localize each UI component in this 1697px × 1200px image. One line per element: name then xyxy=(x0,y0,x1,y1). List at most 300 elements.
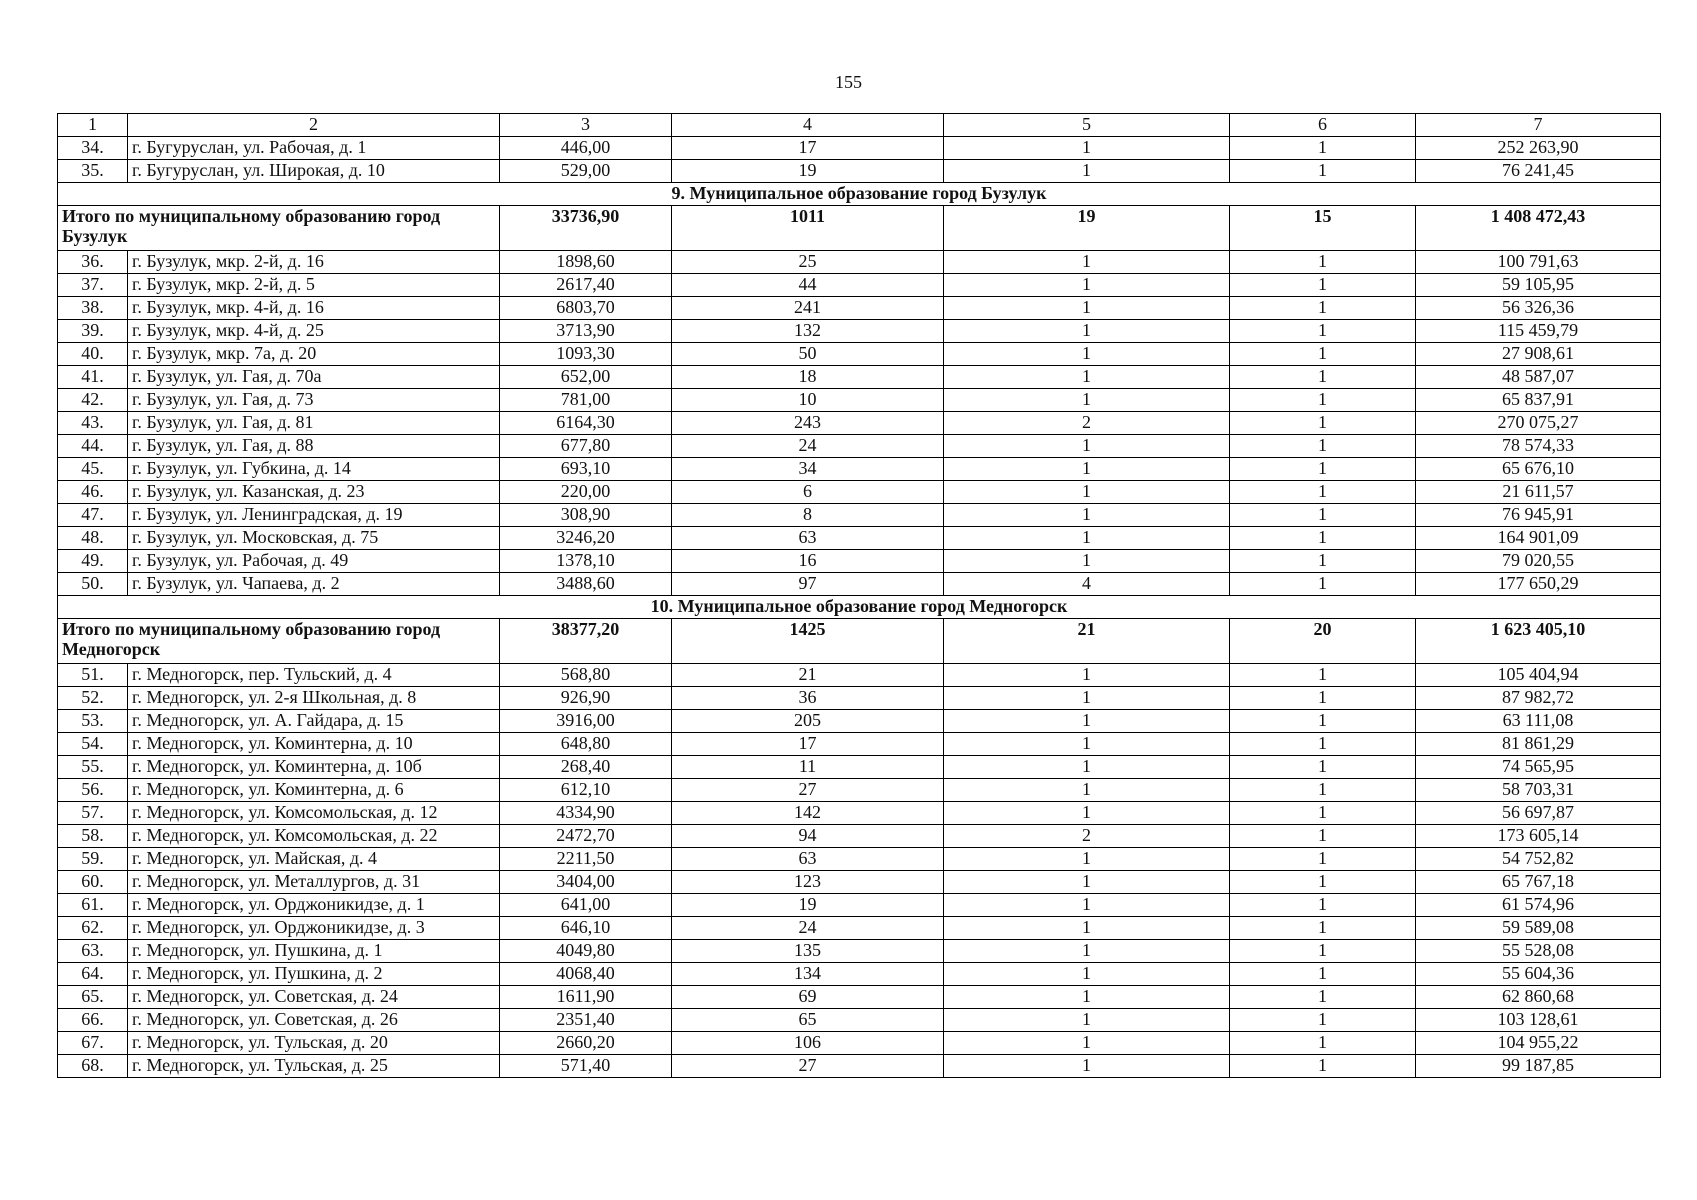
value-cell: 18 xyxy=(672,366,944,389)
value-cell: 1 xyxy=(1230,963,1416,986)
table-row xyxy=(58,848,1661,871)
value-cell: 1 xyxy=(1230,779,1416,802)
value-cell: 1 xyxy=(1230,160,1416,183)
value-cell: 36 xyxy=(672,687,944,710)
value-cell: 65 767,18 xyxy=(1416,871,1661,894)
value-cell: 646,10 xyxy=(500,917,672,940)
column-number-cell: 3 xyxy=(500,114,672,137)
value-cell: 65 676,10 xyxy=(1416,458,1661,481)
address-cell: г. Бузулук, мкр. 4-й, д. 16 xyxy=(128,297,500,320)
value-cell: 1 xyxy=(944,756,1230,779)
table-row xyxy=(58,435,1661,458)
value-cell: 63 xyxy=(672,848,944,871)
value-cell: 1 xyxy=(1230,687,1416,710)
section-title: 9. Муниципальное образование город Бузулук xyxy=(58,183,1661,206)
column-number-cell: 7 xyxy=(1416,114,1661,137)
value-cell: 2472,70 xyxy=(500,825,672,848)
table-row xyxy=(58,527,1661,550)
table-row xyxy=(58,458,1661,481)
value-cell: 1611,90 xyxy=(500,986,672,1009)
value-cell: 241 xyxy=(672,297,944,320)
row-number-cell: 60. xyxy=(58,871,128,894)
value-cell: 1 xyxy=(1230,986,1416,1009)
address-cell: г. Медногорск, ул. Майская, д. 4 xyxy=(128,848,500,871)
row-number-cell: 56. xyxy=(58,779,128,802)
value-cell: 648,80 xyxy=(500,733,672,756)
value-cell: 63 xyxy=(672,527,944,550)
value-cell: 24 xyxy=(672,917,944,940)
table-row xyxy=(58,779,1661,802)
value-cell: 1 xyxy=(944,366,1230,389)
value-cell: 76 945,91 xyxy=(1416,504,1661,527)
value-cell: 74 565,95 xyxy=(1416,756,1661,779)
value-cell: 1 xyxy=(944,940,1230,963)
value-cell: 1 xyxy=(944,687,1230,710)
value-cell: 99 187,85 xyxy=(1416,1055,1661,1078)
row-number-cell: 38. xyxy=(58,297,128,320)
value-cell: 1 xyxy=(944,274,1230,297)
subtotal-value: 1425 xyxy=(672,619,944,664)
address-cell: г. Медногорск, ул. Пушкина, д. 2 xyxy=(128,963,500,986)
value-cell: 65 837,91 xyxy=(1416,389,1661,412)
address-cell: г. Медногорск, ул. Комсомольская, д. 22 xyxy=(128,825,500,848)
value-cell: 97 xyxy=(672,573,944,596)
value-cell: 59 105,95 xyxy=(1416,274,1661,297)
value-cell: 2 xyxy=(944,412,1230,435)
value-cell: 1 xyxy=(1230,412,1416,435)
subtotal-value: 15 xyxy=(1230,206,1416,251)
table-row xyxy=(58,802,1661,825)
value-cell: 3246,20 xyxy=(500,527,672,550)
row-number-cell: 53. xyxy=(58,710,128,733)
value-cell: 27 xyxy=(672,779,944,802)
value-cell: 1 xyxy=(944,435,1230,458)
value-cell: 1 xyxy=(1230,297,1416,320)
row-number-cell: 63. xyxy=(58,940,128,963)
value-cell: 25 xyxy=(672,251,944,274)
value-cell: 308,90 xyxy=(500,504,672,527)
value-cell: 1 xyxy=(1230,573,1416,596)
value-cell: 21 xyxy=(672,664,944,687)
value-cell: 123 xyxy=(672,871,944,894)
value-cell: 1 xyxy=(944,504,1230,527)
value-cell: 220,00 xyxy=(500,481,672,504)
address-cell: г. Медногорск, пер. Тульский, д. 4 xyxy=(128,664,500,687)
value-cell: 106 xyxy=(672,1032,944,1055)
value-cell: 8 xyxy=(672,504,944,527)
value-cell: 44 xyxy=(672,274,944,297)
value-cell: 1 xyxy=(944,1009,1230,1032)
value-cell: 1 xyxy=(944,550,1230,573)
address-cell: г. Медногорск, ул. Орджоникидзе, д. 3 xyxy=(128,917,500,940)
address-cell: г. Медногорск, ул. 2-я Школьная, д. 8 xyxy=(128,687,500,710)
value-cell: 1 xyxy=(1230,274,1416,297)
value-cell: 134 xyxy=(672,963,944,986)
value-cell: 1 xyxy=(1230,137,1416,160)
value-cell: 1 xyxy=(1230,733,1416,756)
row-number-cell: 58. xyxy=(58,825,128,848)
section-title: 10. Муниципальное образование город Медногорск xyxy=(58,596,1661,619)
row-number-cell: 51. xyxy=(58,664,128,687)
table-row xyxy=(58,412,1661,435)
value-cell: 103 128,61 xyxy=(1416,1009,1661,1032)
column-number-cell: 1 xyxy=(58,114,128,137)
table-row xyxy=(58,756,1661,779)
value-cell: 1 xyxy=(1230,481,1416,504)
value-cell: 641,00 xyxy=(500,894,672,917)
value-cell: 11 xyxy=(672,756,944,779)
row-number-cell: 41. xyxy=(58,366,128,389)
address-cell: г. Бугуруслан, ул. Рабочая, д. 1 xyxy=(128,137,500,160)
row-number-cell: 54. xyxy=(58,733,128,756)
table-row xyxy=(58,389,1661,412)
value-cell: 1093,30 xyxy=(500,343,672,366)
value-cell: 2 xyxy=(944,825,1230,848)
address-cell: г. Медногорск, ул. Коминтерна, д. 10 xyxy=(128,733,500,756)
value-cell: 1 xyxy=(944,320,1230,343)
table-row xyxy=(58,733,1661,756)
value-cell: 104 955,22 xyxy=(1416,1032,1661,1055)
row-number-cell: 55. xyxy=(58,756,128,779)
value-cell: 27 xyxy=(672,1055,944,1078)
value-cell: 1 xyxy=(944,894,1230,917)
value-cell: 1 xyxy=(1230,1009,1416,1032)
value-cell: 926,90 xyxy=(500,687,672,710)
value-cell: 1 xyxy=(944,963,1230,986)
table-row xyxy=(58,687,1661,710)
value-cell: 65 xyxy=(672,1009,944,1032)
address-cell: г. Бузулук, мкр. 4-й, д. 25 xyxy=(128,320,500,343)
address-cell: г. Медногорск, ул. Комсомольская, д. 12 xyxy=(128,802,500,825)
row-number-cell: 34. xyxy=(58,137,128,160)
value-cell: 69 xyxy=(672,986,944,1009)
row-number-cell: 37. xyxy=(58,274,128,297)
value-cell: 2351,40 xyxy=(500,1009,672,1032)
table-row xyxy=(58,710,1661,733)
data-table xyxy=(57,113,1661,1078)
address-cell: г. Медногорск, ул. Коминтерна, д. 10б xyxy=(128,756,500,779)
address-cell: г. Медногорск, ул. Пушкина, д. 1 xyxy=(128,940,500,963)
address-cell: г. Бузулук, ул. Рабочая, д. 49 xyxy=(128,550,500,573)
value-cell: 1 xyxy=(944,160,1230,183)
table-row xyxy=(58,1009,1661,1032)
value-cell: 142 xyxy=(672,802,944,825)
value-cell: 1 xyxy=(1230,458,1416,481)
row-number-cell: 49. xyxy=(58,550,128,573)
subtotal-row xyxy=(58,206,1661,251)
value-cell: 100 791,63 xyxy=(1416,251,1661,274)
value-cell: 1 xyxy=(944,343,1230,366)
subtotal-value: 1 408 472,43 xyxy=(1416,206,1661,251)
row-number-cell: 61. xyxy=(58,894,128,917)
address-cell: г. Бузулук, ул. Гая, д. 88 xyxy=(128,435,500,458)
row-number-cell: 65. xyxy=(58,986,128,1009)
value-cell: 16 xyxy=(672,550,944,573)
value-cell: 612,10 xyxy=(500,779,672,802)
value-cell: 2617,40 xyxy=(500,274,672,297)
value-cell: 21 611,57 xyxy=(1416,481,1661,504)
table-row xyxy=(58,343,1661,366)
value-cell: 1 xyxy=(1230,871,1416,894)
row-number-cell: 66. xyxy=(58,1009,128,1032)
table-row xyxy=(58,1032,1661,1055)
value-cell: 1 xyxy=(1230,389,1416,412)
address-cell: г. Медногорск, ул. Советская, д. 26 xyxy=(128,1009,500,1032)
row-number-cell: 35. xyxy=(58,160,128,183)
table-row xyxy=(58,963,1661,986)
row-number-cell: 42. xyxy=(58,389,128,412)
address-cell: г. Бузулук, ул. Чапаева, д. 2 xyxy=(128,573,500,596)
subtotal-row xyxy=(58,619,1661,664)
address-cell: г. Бузулук, ул. Ленинградская, д. 19 xyxy=(128,504,500,527)
value-cell: 58 703,31 xyxy=(1416,779,1661,802)
value-cell: 61 574,96 xyxy=(1416,894,1661,917)
value-cell: 1 xyxy=(1230,527,1416,550)
value-cell: 81 861,29 xyxy=(1416,733,1661,756)
row-number-cell: 43. xyxy=(58,412,128,435)
address-cell: г. Бузулук, мкр. 2-й, д. 5 xyxy=(128,274,500,297)
subtotal-value: 1 623 405,10 xyxy=(1416,619,1661,664)
column-number-cell: 5 xyxy=(944,114,1230,137)
value-cell: 652,00 xyxy=(500,366,672,389)
value-cell: 270 075,27 xyxy=(1416,412,1661,435)
address-cell: г. Медногорск, ул. Советская, д. 24 xyxy=(128,986,500,1009)
value-cell: 17 xyxy=(672,733,944,756)
value-cell: 135 xyxy=(672,940,944,963)
table-row xyxy=(58,251,1661,274)
column-number-cell: 6 xyxy=(1230,114,1416,137)
value-cell: 1 xyxy=(944,871,1230,894)
row-number-cell: 57. xyxy=(58,802,128,825)
value-cell: 3488,60 xyxy=(500,573,672,596)
value-cell: 105 404,94 xyxy=(1416,664,1661,687)
value-cell: 1 xyxy=(1230,917,1416,940)
row-number-cell: 67. xyxy=(58,1032,128,1055)
value-cell: 19 xyxy=(672,160,944,183)
subtotal-label: Итого по муниципальному образованию город Медногорск xyxy=(58,619,500,664)
value-cell: 1 xyxy=(944,1032,1230,1055)
value-cell: 1 xyxy=(944,251,1230,274)
subtotal-value: 21 xyxy=(944,619,1230,664)
table-row xyxy=(58,573,1661,596)
table-row xyxy=(58,1055,1661,1078)
table-body xyxy=(58,114,1661,1078)
value-cell: 94 xyxy=(672,825,944,848)
table-row xyxy=(58,160,1661,183)
subtotal-value: 1011 xyxy=(672,206,944,251)
row-number-cell: 50. xyxy=(58,573,128,596)
value-cell: 243 xyxy=(672,412,944,435)
value-cell: 62 860,68 xyxy=(1416,986,1661,1009)
value-cell: 781,00 xyxy=(500,389,672,412)
address-cell: г. Бузулук, ул. Московская, д. 75 xyxy=(128,527,500,550)
value-cell: 55 604,36 xyxy=(1416,963,1661,986)
value-cell: 1 xyxy=(944,137,1230,160)
address-cell: г. Бузулук, ул. Гая, д. 73 xyxy=(128,389,500,412)
value-cell: 115 459,79 xyxy=(1416,320,1661,343)
value-cell: 87 982,72 xyxy=(1416,687,1661,710)
value-cell: 76 241,45 xyxy=(1416,160,1661,183)
address-cell: г. Медногорск, ул. Металлургов, д. 31 xyxy=(128,871,500,894)
value-cell: 1 xyxy=(1230,550,1416,573)
value-cell: 132 xyxy=(672,320,944,343)
row-number-cell: 64. xyxy=(58,963,128,986)
subtotal-value: 20 xyxy=(1230,619,1416,664)
value-cell: 63 111,08 xyxy=(1416,710,1661,733)
value-cell: 34 xyxy=(672,458,944,481)
table-row xyxy=(58,550,1661,573)
row-number-cell: 62. xyxy=(58,917,128,940)
value-cell: 1 xyxy=(1230,940,1416,963)
section-heading-row xyxy=(58,183,1661,206)
value-cell: 1 xyxy=(944,458,1230,481)
value-cell: 1 xyxy=(1230,664,1416,687)
value-cell: 4068,40 xyxy=(500,963,672,986)
value-cell: 1 xyxy=(1230,1055,1416,1078)
table-row xyxy=(58,871,1661,894)
value-cell: 205 xyxy=(672,710,944,733)
value-cell: 56 326,36 xyxy=(1416,297,1661,320)
value-cell: 19 xyxy=(672,894,944,917)
subtotal-value: 38377,20 xyxy=(500,619,672,664)
value-cell: 1 xyxy=(944,527,1230,550)
table-row xyxy=(58,320,1661,343)
table-row xyxy=(58,894,1661,917)
value-cell: 1 xyxy=(1230,825,1416,848)
value-cell: 1 xyxy=(944,779,1230,802)
value-cell: 48 587,07 xyxy=(1416,366,1661,389)
address-cell: г. Медногорск, ул. Орджоникидзе, д. 1 xyxy=(128,894,500,917)
value-cell: 164 901,09 xyxy=(1416,527,1661,550)
value-cell: 1 xyxy=(944,1055,1230,1078)
value-cell: 268,40 xyxy=(500,756,672,779)
value-cell: 446,00 xyxy=(500,137,672,160)
row-number-cell: 52. xyxy=(58,687,128,710)
value-cell: 4334,90 xyxy=(500,802,672,825)
address-cell: г. Медногорск, ул. Тульская, д. 25 xyxy=(128,1055,500,1078)
value-cell: 1378,10 xyxy=(500,550,672,573)
value-cell: 2211,50 xyxy=(500,848,672,871)
section-heading-row xyxy=(58,596,1661,619)
value-cell: 677,80 xyxy=(500,435,672,458)
value-cell: 27 908,61 xyxy=(1416,343,1661,366)
row-number-cell: 46. xyxy=(58,481,128,504)
value-cell: 1 xyxy=(1230,366,1416,389)
table-row xyxy=(58,481,1661,504)
value-cell: 252 263,90 xyxy=(1416,137,1661,160)
value-cell: 6 xyxy=(672,481,944,504)
value-cell: 1 xyxy=(1230,320,1416,343)
value-cell: 56 697,87 xyxy=(1416,802,1661,825)
value-cell: 1 xyxy=(1230,251,1416,274)
value-cell: 1 xyxy=(944,389,1230,412)
row-number-cell: 48. xyxy=(58,527,128,550)
value-cell: 3713,90 xyxy=(500,320,672,343)
row-number-cell: 39. xyxy=(58,320,128,343)
value-cell: 1 xyxy=(1230,894,1416,917)
row-number-cell: 45. xyxy=(58,458,128,481)
value-cell: 6164,30 xyxy=(500,412,672,435)
page-number: 155 xyxy=(835,72,862,92)
value-cell: 1 xyxy=(944,986,1230,1009)
value-cell: 1 xyxy=(1230,710,1416,733)
value-cell: 3404,00 xyxy=(500,871,672,894)
row-number-cell: 59. xyxy=(58,848,128,871)
value-cell: 55 528,08 xyxy=(1416,940,1661,963)
value-cell: 1 xyxy=(944,733,1230,756)
row-number-cell: 44. xyxy=(58,435,128,458)
value-cell: 78 574,33 xyxy=(1416,435,1661,458)
value-cell: 1 xyxy=(944,664,1230,687)
value-cell: 1 xyxy=(944,710,1230,733)
address-cell: г. Бузулук, ул. Казанская, д. 23 xyxy=(128,481,500,504)
address-cell: г. Медногорск, ул. А. Гайдара, д. 15 xyxy=(128,710,500,733)
address-cell: г. Бузулук, мкр. 7а, д. 20 xyxy=(128,343,500,366)
address-cell: г. Бузулук, ул. Гая, д. 70а xyxy=(128,366,500,389)
value-cell: 1 xyxy=(1230,848,1416,871)
value-cell: 571,40 xyxy=(500,1055,672,1078)
row-number-cell: 36. xyxy=(58,251,128,274)
value-cell: 1 xyxy=(1230,802,1416,825)
column-number-cell: 4 xyxy=(672,114,944,137)
address-cell: г. Бугуруслан, ул. Широкая, д. 10 xyxy=(128,160,500,183)
address-cell: г. Бузулук, мкр. 2-й, д. 16 xyxy=(128,251,500,274)
value-cell: 4 xyxy=(944,573,1230,596)
value-cell: 1 xyxy=(1230,504,1416,527)
row-number-cell: 68. xyxy=(58,1055,128,1078)
value-cell: 4049,80 xyxy=(500,940,672,963)
value-cell: 79 020,55 xyxy=(1416,550,1661,573)
value-cell: 1 xyxy=(1230,343,1416,366)
address-cell: г. Медногорск, ул. Коминтерна, д. 6 xyxy=(128,779,500,802)
subtotal-value: 19 xyxy=(944,206,1230,251)
address-cell: г. Медногорск, ул. Тульская, д. 20 xyxy=(128,1032,500,1055)
table-row xyxy=(58,274,1661,297)
table-row xyxy=(58,137,1661,160)
subtotal-value: 33736,90 xyxy=(500,206,672,251)
value-cell: 50 xyxy=(672,343,944,366)
table-row xyxy=(58,825,1661,848)
value-cell: 3916,00 xyxy=(500,710,672,733)
table-row xyxy=(58,297,1661,320)
value-cell: 1 xyxy=(1230,1032,1416,1055)
value-cell: 568,80 xyxy=(500,664,672,687)
value-cell: 1 xyxy=(944,802,1230,825)
row-number-cell: 47. xyxy=(58,504,128,527)
table-row xyxy=(58,986,1661,1009)
column-number-cell: 2 xyxy=(128,114,500,137)
value-cell: 173 605,14 xyxy=(1416,825,1661,848)
value-cell: 10 xyxy=(672,389,944,412)
table-row xyxy=(58,940,1661,963)
table-row xyxy=(58,366,1661,389)
value-cell: 2660,20 xyxy=(500,1032,672,1055)
value-cell: 1 xyxy=(1230,756,1416,779)
table-row xyxy=(58,504,1661,527)
value-cell: 177 650,29 xyxy=(1416,573,1661,596)
value-cell: 54 752,82 xyxy=(1416,848,1661,871)
value-cell: 24 xyxy=(672,435,944,458)
value-cell: 17 xyxy=(672,137,944,160)
value-cell: 1 xyxy=(944,481,1230,504)
address-cell: г. Бузулук, ул. Гая, д. 81 xyxy=(128,412,500,435)
address-cell: г. Бузулук, ул. Губкина, д. 14 xyxy=(128,458,500,481)
row-number-cell: 40. xyxy=(58,343,128,366)
table-row xyxy=(58,664,1661,687)
value-cell: 6803,70 xyxy=(500,297,672,320)
value-cell: 59 589,08 xyxy=(1416,917,1661,940)
value-cell: 1 xyxy=(944,848,1230,871)
